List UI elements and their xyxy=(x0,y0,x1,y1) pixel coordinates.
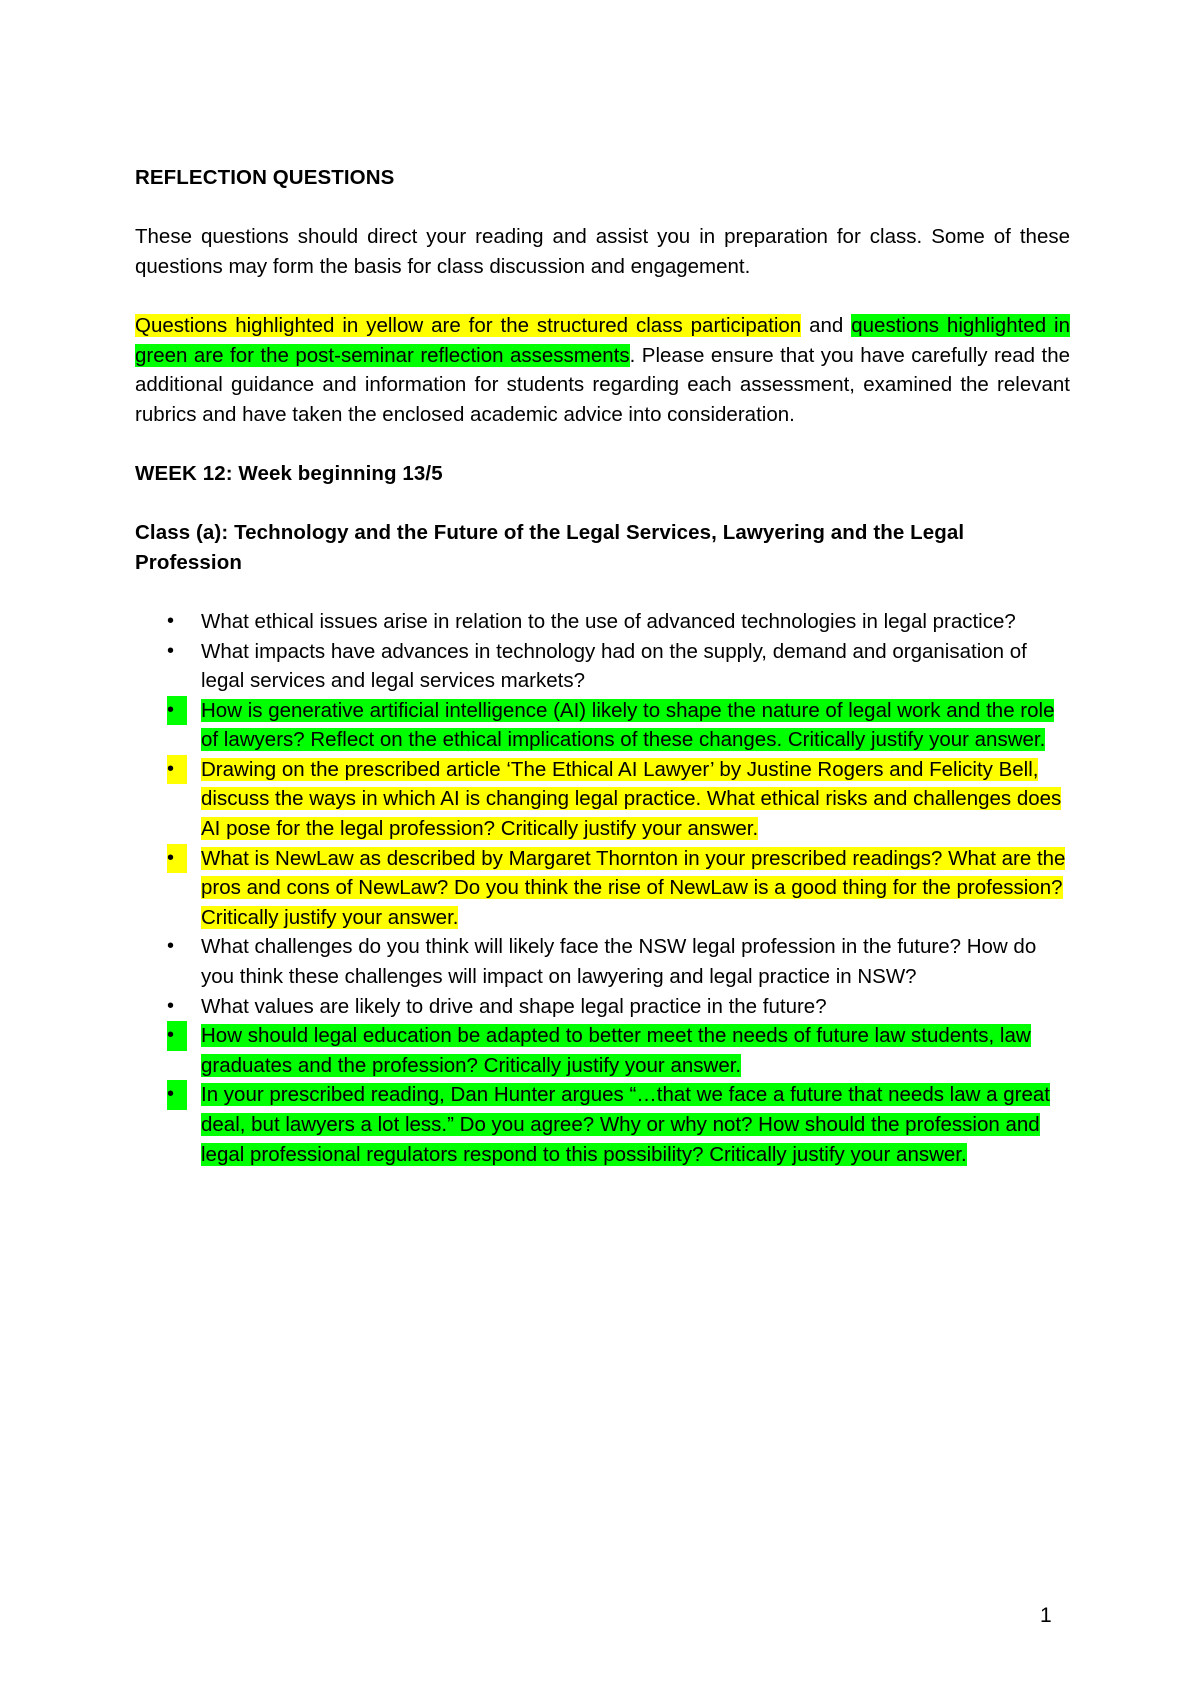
bullet-icon: • xyxy=(167,696,187,726)
legend-rest: . Please ensure that you have carefully read the additional guidance and information for students regarding each assessment, examined the relevant rubrics and have taken the enclosed academic advice into consideration. xyxy=(135,343,1070,426)
bullet-icon: • xyxy=(167,609,175,632)
legend-green-text: questions highlighted in green are for the post-seminar reflection assessments xyxy=(135,313,1070,367)
bullet-icon: • xyxy=(167,1080,187,1110)
question-text: What ethical issues arise in relation to the use of advanced technologies in legal practice? xyxy=(201,609,1016,633)
question-text: In your prescribed reading, Dan Hunter argues “…that we face a future that needs law a great deal, but lawyers a lot less.” Do you agree? Why or why not? How should the profession and legal professional regulators respond to this possibility? Critically justify your answer. xyxy=(201,1083,1050,1166)
question-item-green xyxy=(135,1080,1070,1169)
page-number: 1 xyxy=(1040,1604,1052,1627)
legend-yellow-text: Questions highlighted in yellow are for the structured class participation xyxy=(135,313,802,337)
bullet-icon: • xyxy=(167,639,175,662)
week-heading: WEEK 12: Week beginning 13/5 xyxy=(135,461,443,485)
question-list xyxy=(135,607,1070,1169)
question-text: How should legal education be adapted to better meet the needs of future law students, law graduates and the profession? Critically justify your answer. xyxy=(201,1024,1031,1077)
document-page xyxy=(135,163,1070,1169)
bullet-icon: • xyxy=(167,935,175,958)
question-item-green xyxy=(135,1021,1070,1080)
bullet-icon: • xyxy=(167,844,187,874)
question-text: What challenges do you think will likely face the NSW legal profession in the future? How do you think these challenges will impact on lawyering and legal practice in NSW? xyxy=(201,935,1037,989)
question-item-green xyxy=(135,696,1070,755)
class-heading: Class (a): Technology and the Future of the Legal Services, Lawyering and the Legal Profession xyxy=(135,521,965,574)
question-text: How is generative artificial intelligence (AI) likely to shape the nature of legal work and the role of lawyers? Reflect on the ethical implications of these changes. Critically justify your answer. xyxy=(201,698,1055,752)
question-text: What is NewLaw as described by Margaret Thornton in your prescribed readings? What are the pros and cons of NewLaw? Do you think the rise of NewLaw is a good thing for the profession? Critically justify your answer. xyxy=(201,846,1066,929)
question-item-yellow xyxy=(135,755,1070,844)
heading: REFLECTION QUESTIONS xyxy=(135,166,395,189)
question-item xyxy=(135,607,1070,637)
bullet-icon: • xyxy=(167,755,187,785)
legend-paragraph xyxy=(135,311,1070,429)
question-item xyxy=(135,637,1070,696)
question-item xyxy=(135,932,1070,991)
bullet-icon: • xyxy=(167,994,175,1017)
intro-paragraph: These questions should direct your reading and assist you in preparation for class. Some of these questions may form the basis for class discussion and engagement. xyxy=(135,225,1070,278)
question-item-yellow xyxy=(135,844,1070,933)
question-text: Drawing on the prescribed article ‘The Ethical AI Lawyer’ by Justine Rogers and Felicity Bell, discuss the ways in which AI is changing legal practice. What ethical risks and challenges does AI pose for the legal profession? Critically justify your answer. xyxy=(201,757,1062,841)
question-item xyxy=(135,992,1070,1022)
bullet-icon: • xyxy=(167,1021,187,1051)
question-text: What values are likely to drive and shape legal practice in the future? xyxy=(201,994,827,1018)
legend-connector: and xyxy=(801,313,852,337)
question-text: What impacts have advances in technology had on the supply, demand and organisation of legal services and legal services markets? xyxy=(201,639,1027,693)
